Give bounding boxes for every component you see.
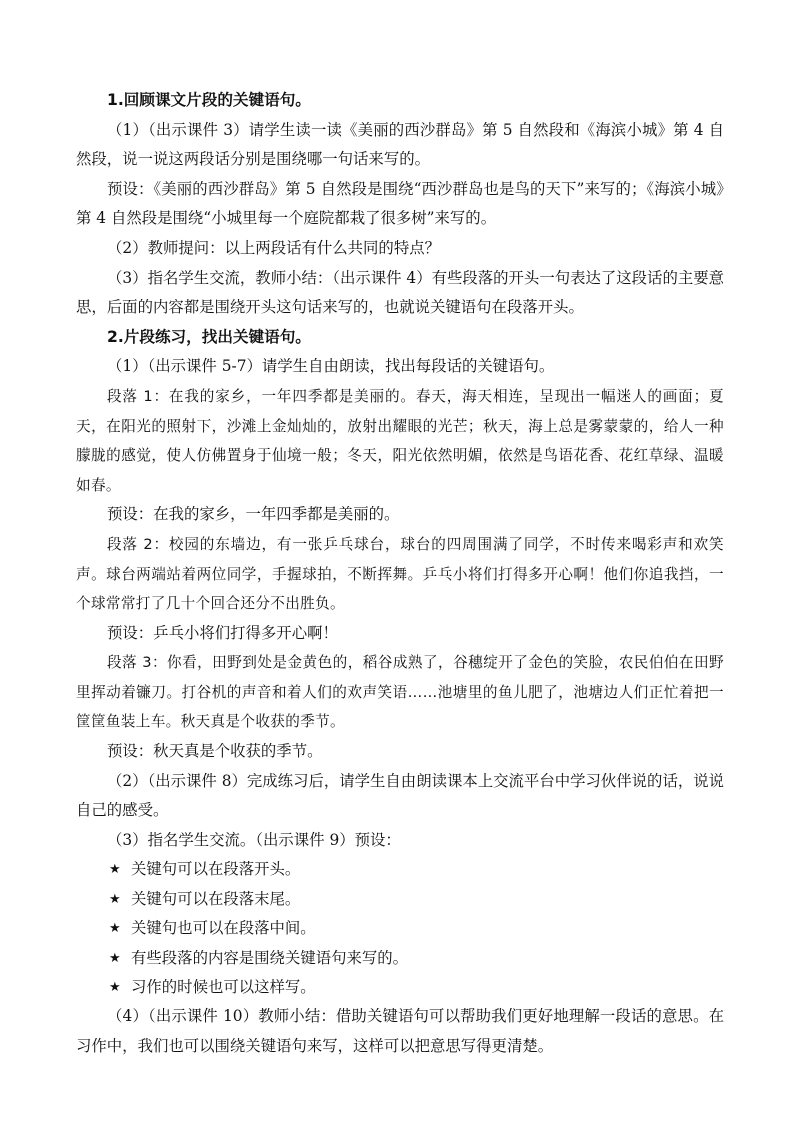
practice-passage-1: 段落 1：在我的家乡，一年四季都是美丽的。春天，海天相连，呈现出一幅迷人的画面；夏天，在阳光的照射下，沙滩上金灿灿的，放射出耀眼的光芒；秋天，海上总是雾蒙蒙的，给人一种朦胧的感觉，使人仿佛置身于仙境一般；冬天，阳光依然明媚，依然是鸟语花香、花红草绿、温暖如春。 [76, 387, 724, 494]
star-icon: ★ [109, 950, 121, 966]
bullet-list [76, 855, 724, 1002]
star-icon: ★ [109, 862, 121, 878]
bullet-text: 关键句可以在段落开头。 [131, 860, 301, 879]
passage-2-answer: 预设：乒乓小将们打得多开心啊！ [107, 623, 338, 642]
bullet-text: 关键句也可以在段落中间。 [131, 919, 316, 938]
bullet-item [76, 885, 724, 914]
practice-passage-2: 段落 2：校园的东墙边，有一张乒乓球台，球台的四周围满了同学，不时传来喝彩声和欢笑声。球台两端站着两位同学，手握球拍，不断挥舞。乒乓小将们打得多开心啊！他们你追我挡，一个球常常打了几十个回合还分不出胜负。 [76, 535, 724, 613]
bullet-text: 习作的时候也可以这样写。 [131, 978, 316, 997]
bullet-item [76, 914, 724, 943]
bullet-text: 关键句可以在段落末尾。 [131, 889, 301, 908]
star-icon: ★ [109, 921, 121, 937]
passage-3-answer: 预设：秋天真是个收获的季节。 [107, 742, 323, 761]
section-1-paragraph-2: 预设：《美丽的西沙群岛》第 5 自然段是围绕“西沙群岛也是鸟的天下”来写的；《海滨小城》第 4 自然段是围绕“小城里每一个庭院都栽了很多树”来写的。 [76, 179, 724, 228]
star-icon: ★ [109, 980, 121, 996]
passage-1-answer: 预设：在我的家乡，一年四季都是美丽的。 [107, 505, 400, 524]
section-1-paragraph-4: （3）指名学生交流，教师小结：（出示课件 4）有些段落的开头一句表达了这段话的主要意思，后面的内容都是围绕开头这句话来写的，也就说关键语句在段落开头。 [76, 268, 725, 317]
practice-passage-3: 段落 3：你看，田野到处是金黄色的，稻谷成熟了，谷穗绽开了金色的笑脸，农民伯伯在田野里挥动着镰刀。打谷机的声音和着人们的欢声笑语……池塘里的鱼儿肥了，池塘边人们正忙着把一筐筐鱼装上车。秋天真是个收获的季节。 [76, 654, 724, 731]
section-2-heading: 2.片段练习，找出关键语句。 [107, 327, 311, 346]
section-2-paragraph-4: （4）（出示课件 10）教师小结：借助关键语句可以帮助我们更好地理解一段话的意思。在习作中，我们也可以围绕关键语句来写，这样可以把意思写得更清楚。 [76, 1007, 724, 1056]
bullet-item [76, 973, 724, 1002]
section-2-paragraph-1: （1）（出示课件 5-7）请学生自由朗读，找出每段话的关键语句。 [107, 357, 555, 376]
section-1-paragraph-3: （2）教师提问：以上两段话有什么共同的特点？ [107, 238, 440, 257]
bullet-item [76, 944, 724, 973]
bullet-item [76, 855, 724, 884]
section-2-paragraph-2: （2）（出示课件 8）完成练习后，请学生自由朗读课本上交流平台中学习伙伴说的话，说说自己的感受。 [76, 771, 725, 820]
section-1-heading: 1.回顾课文片段的关键语句。 [107, 91, 311, 109]
bullet-text: 有些段落的内容是围绕关键语句来写的。 [131, 948, 409, 967]
section-2-paragraph-3: （3）指名学生交流。（出示课件 9）预设： [107, 830, 401, 849]
section-1-paragraph-1: （1）（出示课件 3）请学生读一读《美丽的西沙群岛》第 5 自然段和《海滨小城》第 4 自然段，说一说这两段话分别是围绕哪一句话来写的。 [76, 120, 724, 169]
star-icon: ★ [109, 891, 121, 907]
